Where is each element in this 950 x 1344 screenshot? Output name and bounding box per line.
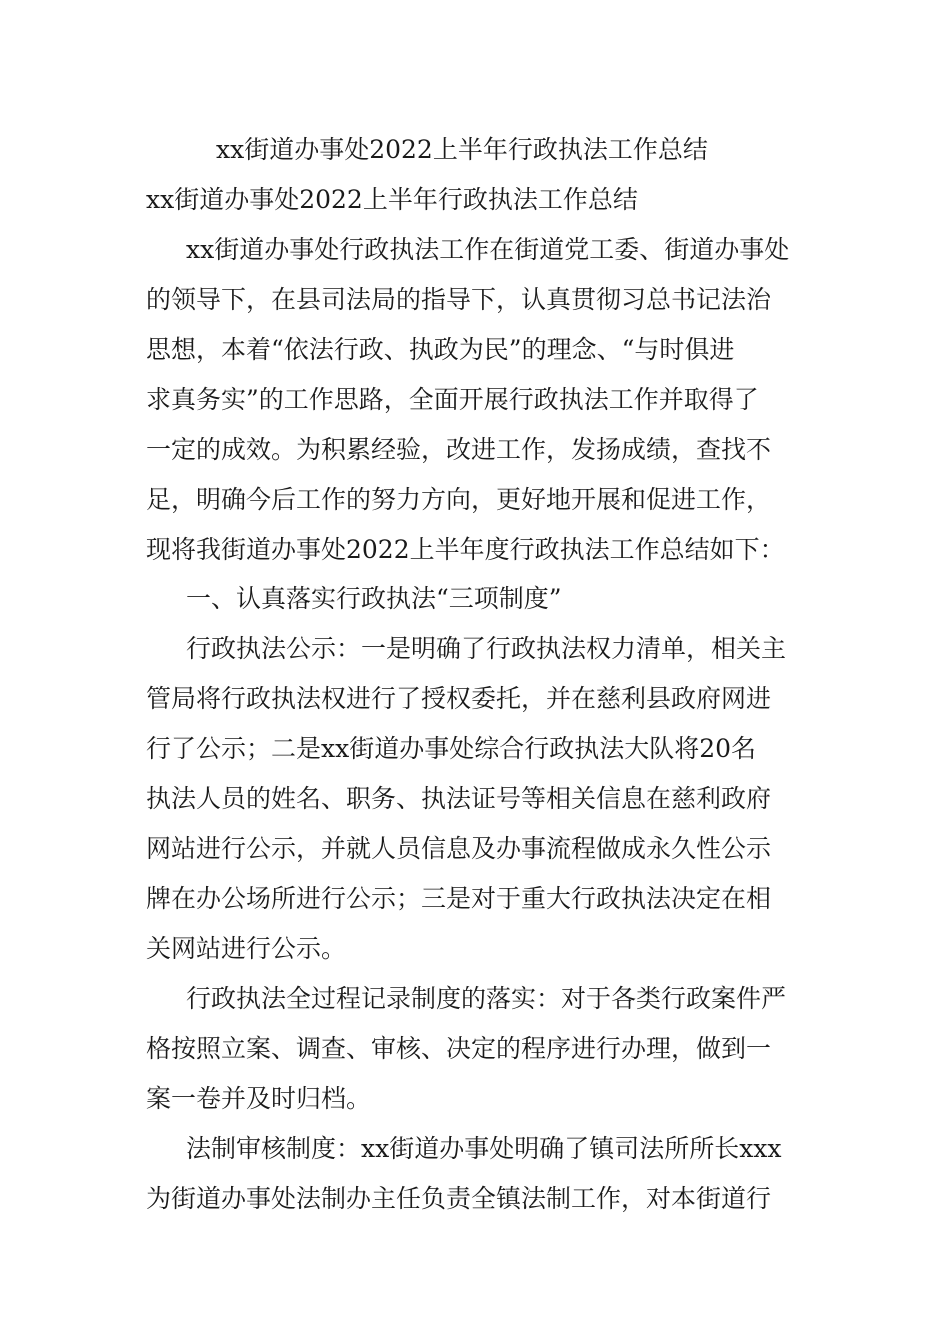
document-subtitle: xx街道办事处2022上半年行政执法工作总结 [146,185,638,214]
paragraph-line: 为街道办事处法制办主任负责全镇法制工作，对本街道行 [146,1184,772,1213]
paragraph-line: 求真务实”的工作思路，全面开展行政执法工作并取得了 [146,385,759,414]
paragraph-line: 思想，本着“依法行政、执政为民”的理念、“与时俱进 [146,335,735,364]
paragraph-line: 法制审核制度：xx街道办事处明确了镇司法所所长xxx [186,1134,782,1163]
paragraph-line: 行政执法公示：一是明确了行政执法权力清单，相关主 [186,634,787,663]
paragraph-line: 格按照立案、调查、审核、决定的程序进行办理，做到一 [146,1034,772,1063]
document-title: xx街道办事处2022上半年行政执法工作总结 [216,135,708,164]
paragraph-line: 的领导下，在县司法局的指导下，认真贯彻习总书记法治 [146,285,772,314]
paragraph-line: 牌在办公场所进行公示；三是对于重大行政执法决定在相 [146,884,772,913]
paragraph-line: 一定的成效。为积累经验，改进工作，发扬成绩，查找不 [146,435,772,464]
paragraph-line: 执法人员的姓名、职务、执法证号等相关信息在慈利政府 [146,784,772,813]
section-heading: 一、认真落实行政执法“三项制度” [186,584,562,613]
paragraph-line: 现将我街道办事处2022上半年度行政执法工作总结如下： [146,535,785,564]
paragraph-line: 管局将行政执法权进行了授权委托，并在慈利县政府网进 [146,684,772,713]
paragraph-line: 关网站进行公示。 [146,934,347,963]
paragraph-line: 行政执法全过程记录制度的落实：对于各类行政案件严 [186,984,787,1013]
paragraph-line: 网站进行公示，并就人员信息及办事流程做成永久性公示 [146,834,772,863]
paragraph-line: 行了公示；二是xx街道办事处综合行政执法大队将20名 [146,734,757,763]
paragraph-line: xx街道办事处行政执法工作在街道党工委、街道办事处 [186,235,790,264]
paragraph-line: 足，明确今后工作的努力方向，更好地开展和促进工作， [146,485,772,514]
paragraph-line: 案一卷并及时归档。 [146,1084,372,1113]
